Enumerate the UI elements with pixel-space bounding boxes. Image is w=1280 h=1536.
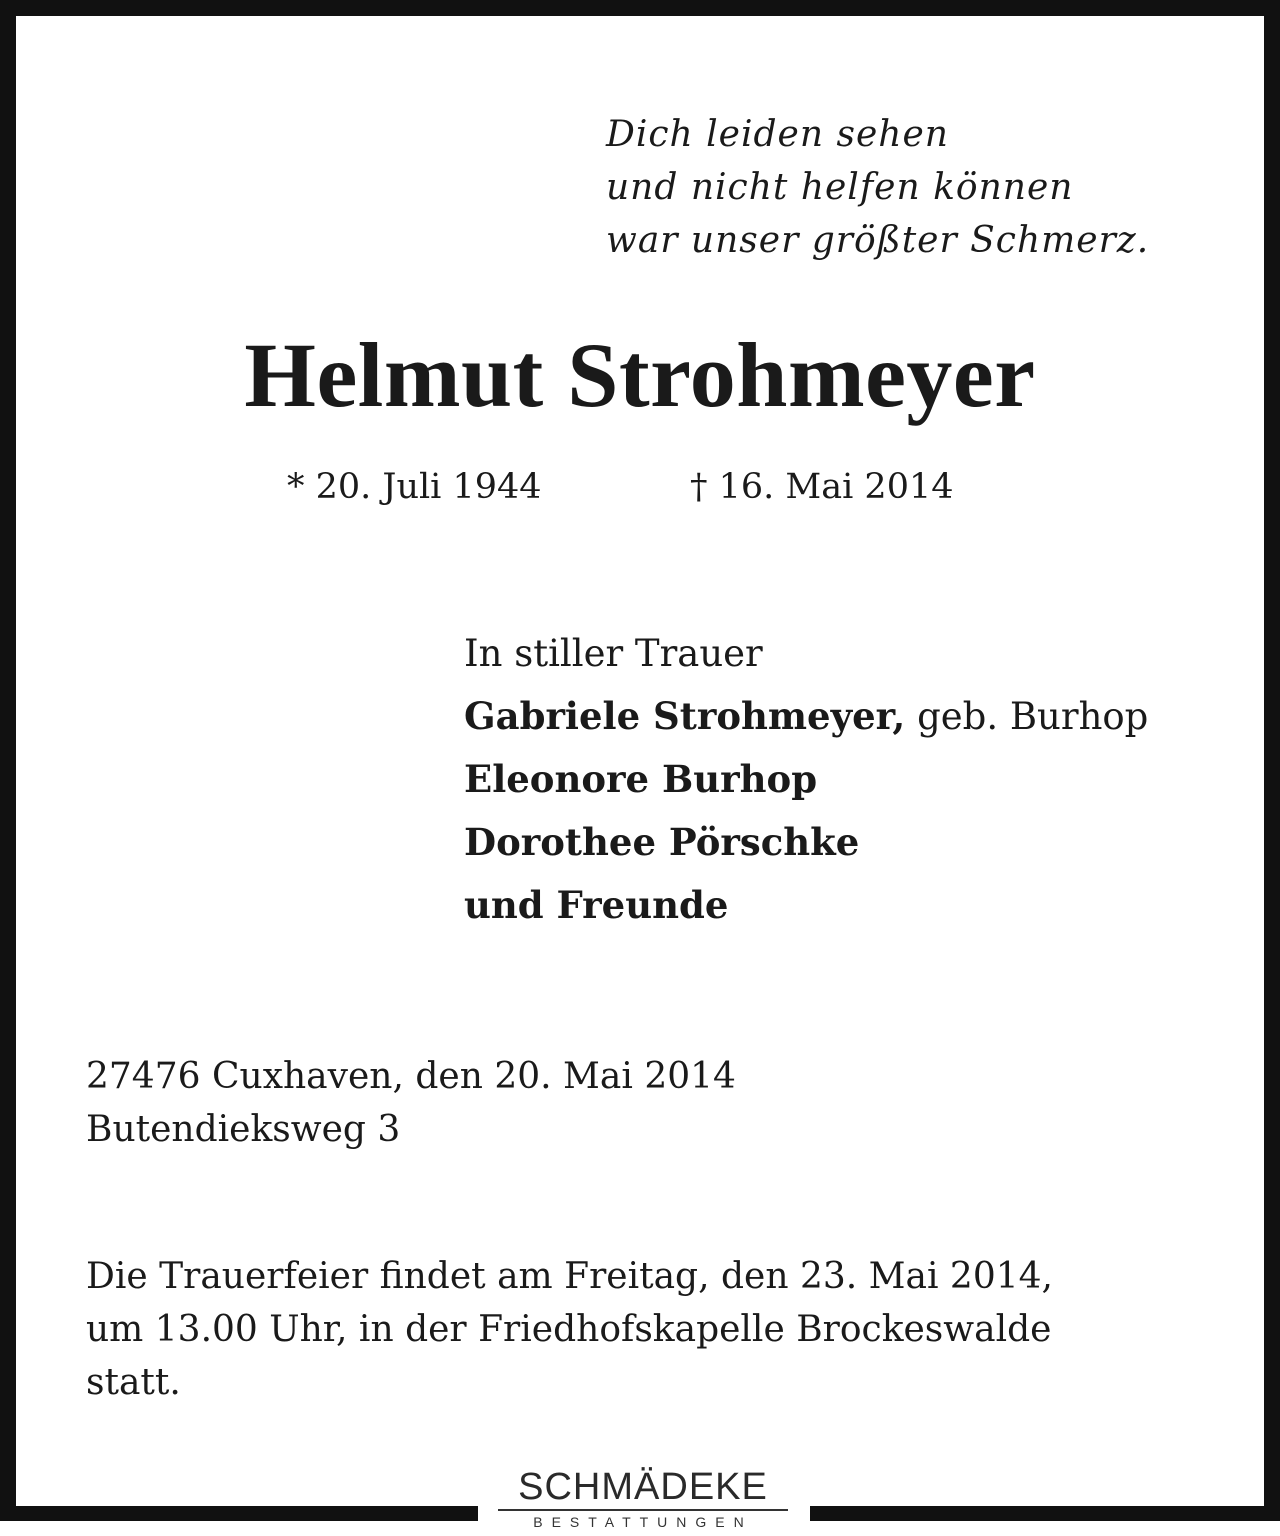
logo-divider: [498, 1509, 788, 1511]
mourner-name: Dorothee Pörschke: [464, 820, 860, 864]
mourner-entry: [464, 874, 1148, 937]
mourner-name: Eleonore Burhop: [464, 757, 818, 801]
motto-line: war unser größter Schmerz.: [606, 220, 1150, 261]
mourners-intro: In stiller Trauer: [464, 632, 763, 675]
mourner-entry: [464, 685, 1148, 748]
address-city-date: 27476 Cuxhaven, den 20. Mai 2014: [86, 1056, 736, 1097]
logo-name: SCHMÄDEKE: [518, 1466, 768, 1508]
address-street: Butendieksweg 3: [86, 1109, 401, 1150]
mourners-list: [464, 622, 1148, 937]
mourner-name: und Freunde: [464, 883, 729, 927]
address-block: [86, 1050, 736, 1156]
mourner-note: geb. Burhop: [905, 695, 1149, 738]
mourner-name: Gabriele Strohmeyer,: [464, 694, 906, 738]
service-notice: [86, 1250, 1216, 1409]
deceased-name: Helmut Strohmeyer: [244, 324, 1036, 426]
funeral-home-logo: [488, 1466, 798, 1530]
service-line: um 13.00 Uhr, in der Friedhofskapelle Brockeswalde: [86, 1309, 1052, 1350]
motto-line: Dich leiden sehen: [606, 114, 949, 155]
service-line: Die Trauerfeier findet am Freitag, den 23. Mai 2014,: [86, 1256, 1053, 1297]
mourner-entry: [464, 748, 1148, 811]
motto-quote: [606, 108, 1149, 267]
logo-subtitle: BESTATTUNGEN: [533, 1514, 753, 1530]
death-date: † 16. Mai 2014: [690, 467, 954, 507]
motto-line: und nicht helfen können: [606, 167, 1074, 208]
mourner-entry: [464, 811, 1148, 874]
service-line: statt.: [86, 1362, 181, 1403]
birth-date: * 20. Juli 1944: [287, 467, 542, 507]
